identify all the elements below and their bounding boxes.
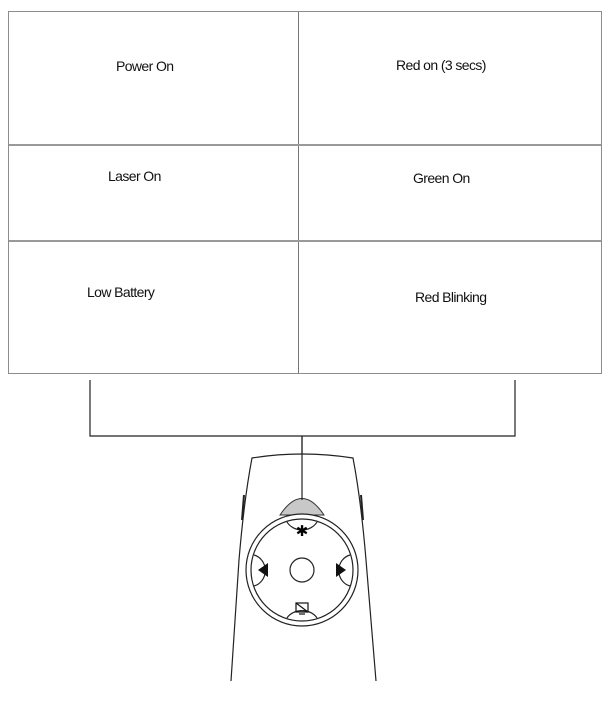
state-cell: Low Battery — [87, 284, 155, 300]
asterisk-icon: ✱ — [295, 522, 309, 540]
center-button[interactable] — [290, 558, 314, 582]
indicator-cell: Red Blinking — [415, 289, 487, 305]
indicator-cell: Red on (3 secs) — [396, 57, 486, 73]
indicator-cell: Green On — [413, 170, 470, 186]
state-cell: Power On — [116, 58, 174, 74]
state-cell: Laser On — [108, 168, 161, 184]
